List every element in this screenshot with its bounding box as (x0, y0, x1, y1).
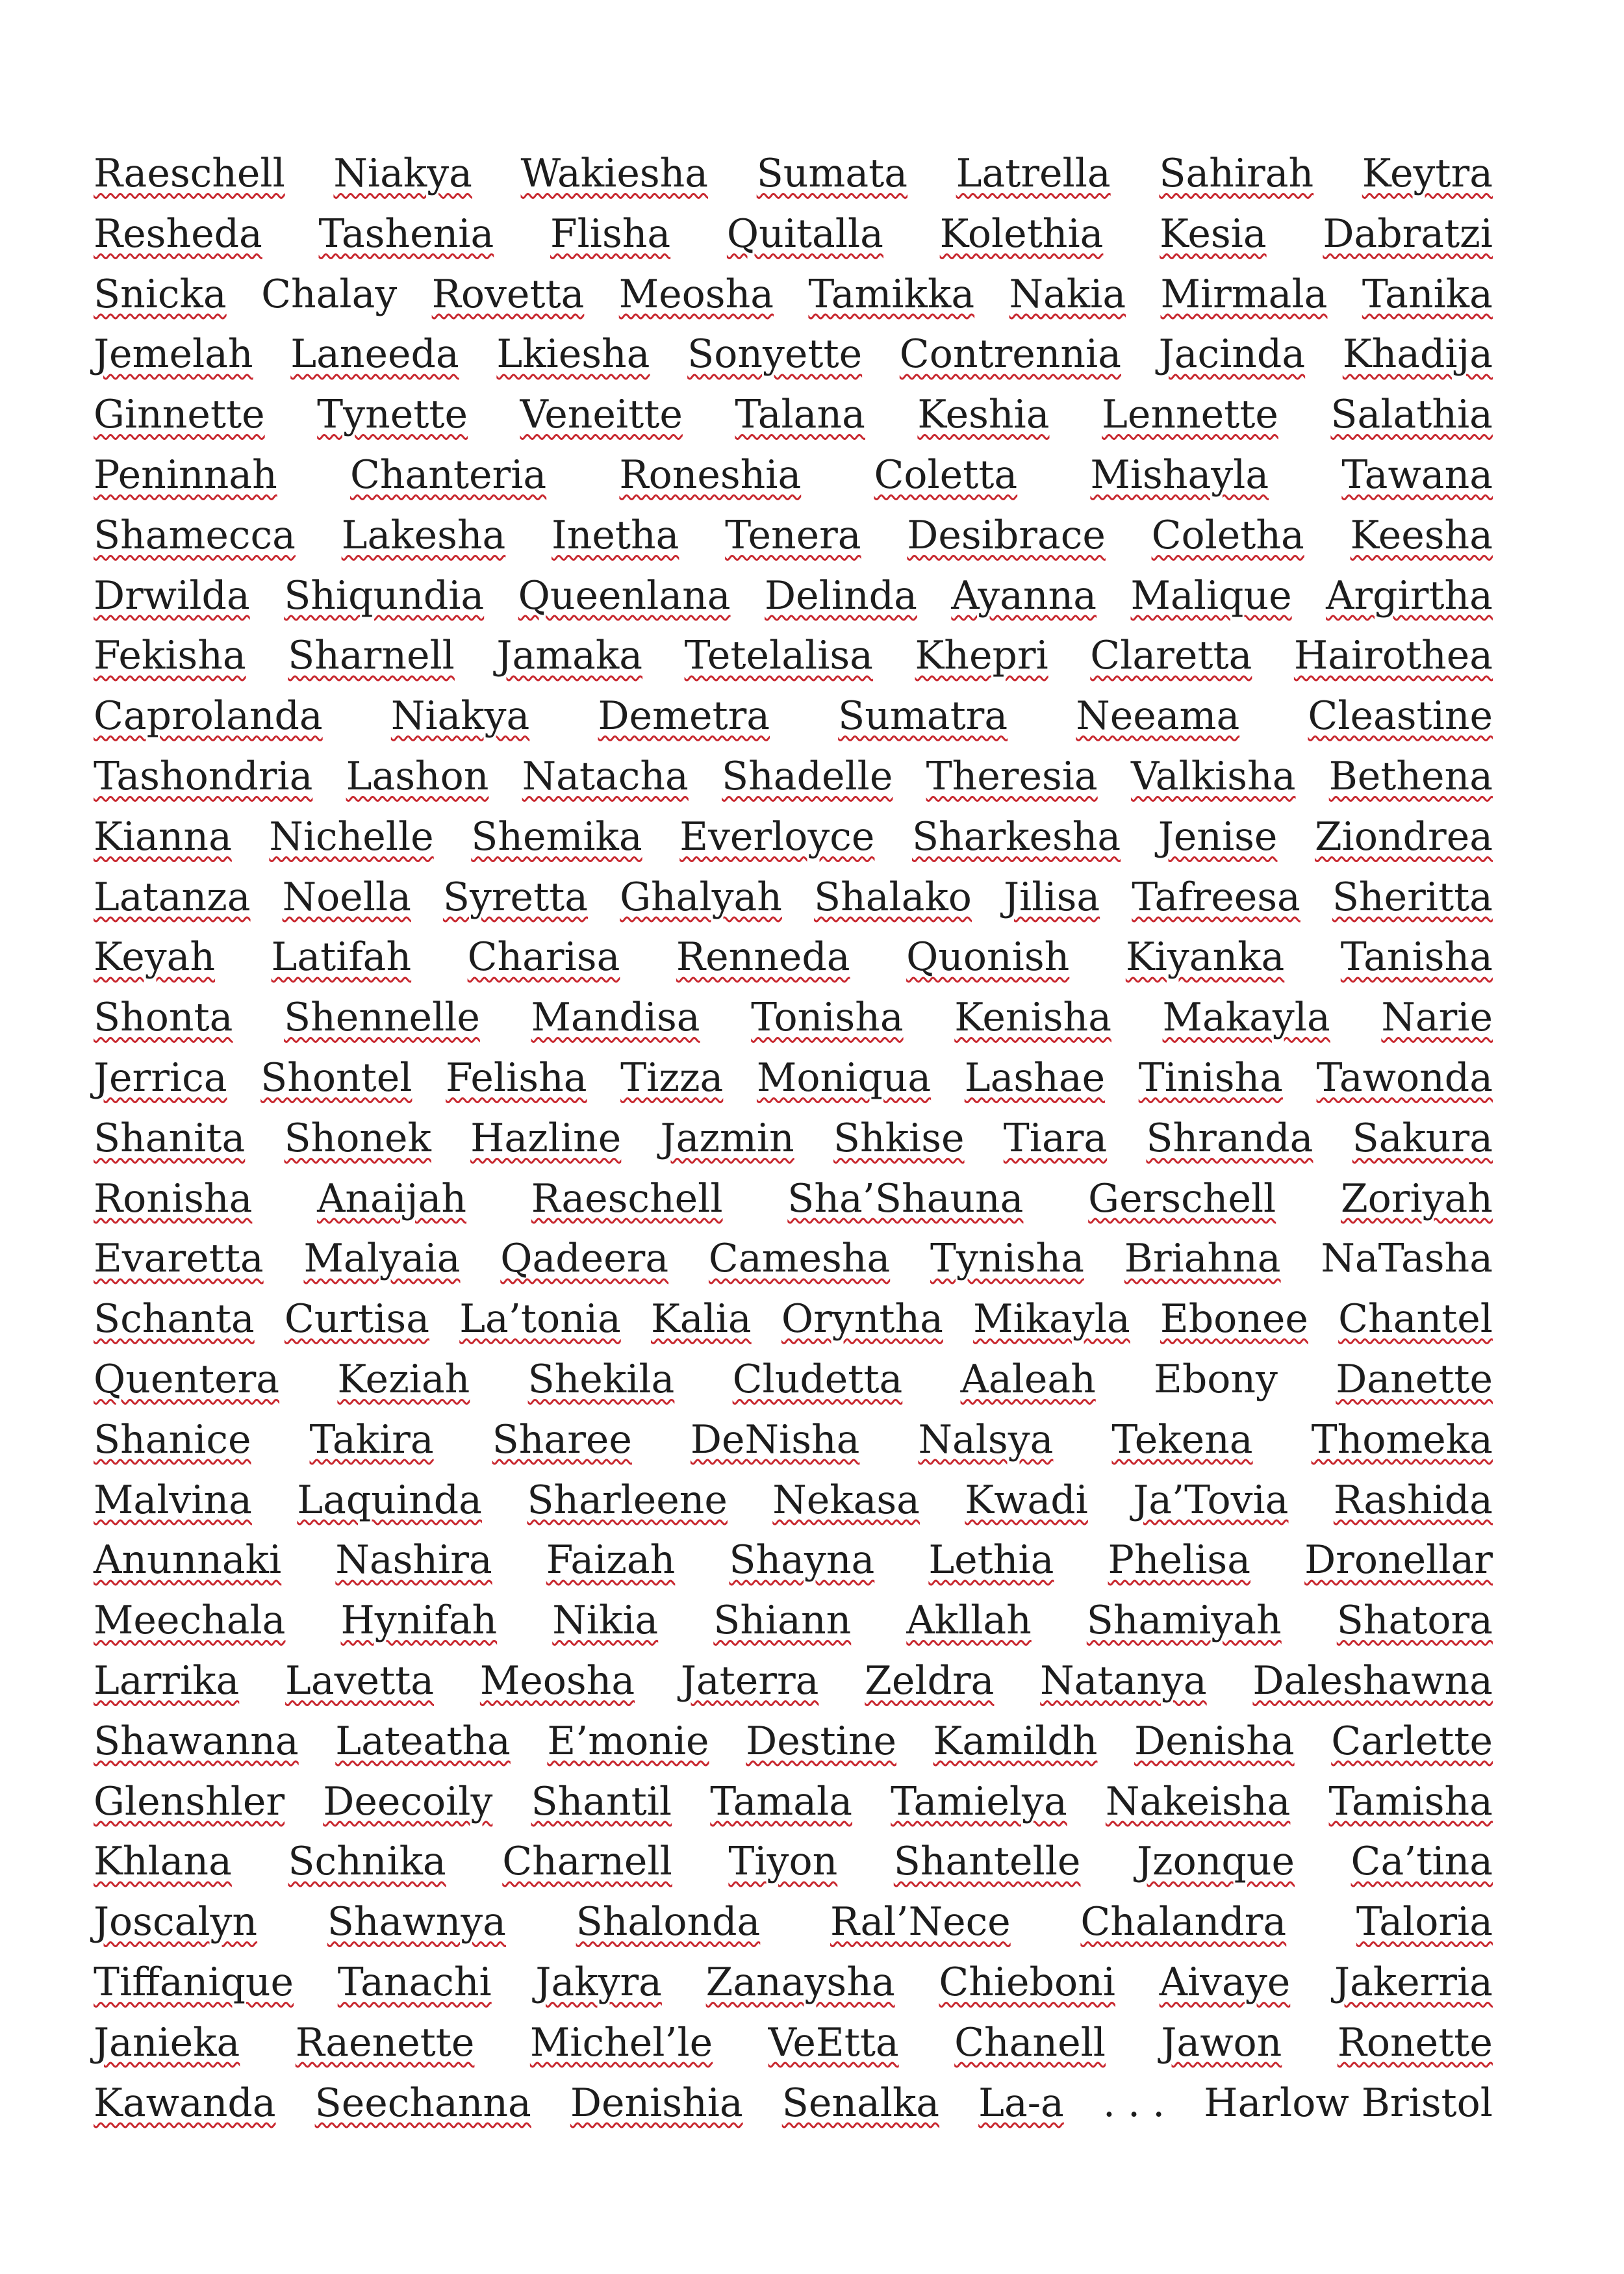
text-line (94, 510, 1493, 570)
misspelled-word: Hairothea (1293, 633, 1493, 679)
misspelled-word: Tinisha (1138, 1054, 1283, 1101)
text-line (94, 148, 1493, 209)
misspelled-word: Shamecca (94, 512, 296, 558)
misspelled-word: Claretta (1090, 633, 1252, 679)
misspelled-word: Coletta (874, 452, 1018, 498)
misspelled-word: Curtisa (284, 1296, 429, 1342)
misspelled-word: Rashida (1333, 1477, 1493, 1523)
misspelled-word: Quitalla (726, 211, 883, 257)
misspelled-word: Kianna (94, 813, 232, 860)
misspelled-word: Inetha (552, 512, 679, 558)
misspelled-word: Michel’le (529, 2019, 713, 2065)
misspelled-word: Chalandra (1080, 1899, 1287, 1945)
misspelled-word: Meosha (479, 1657, 635, 1704)
misspelled-word: Everloyce (679, 813, 875, 860)
text-line (94, 630, 1493, 691)
misspelled-word: Mikayla (973, 1296, 1130, 1342)
misspelled-word: Akllah (906, 1598, 1032, 1644)
misspelled-word: Resheda (94, 211, 262, 257)
misspelled-word: Ghalyah (620, 874, 782, 920)
misspelled-word: Shiqundia (284, 572, 485, 619)
misspelled-word: Daleshawna (1252, 1657, 1493, 1704)
misspelled-word: Zoriyah (1340, 1175, 1493, 1221)
misspelled-word: Joscalyn (94, 1899, 258, 1945)
misspelled-word: Lateatha (335, 1718, 511, 1764)
misspelled-word: Shayna (729, 1537, 875, 1583)
misspelled-word: Lavetta (285, 1657, 435, 1704)
text-line (94, 751, 1493, 811)
word: Harlow Bristol (1204, 2080, 1493, 2126)
misspelled-word: Jilisa (1003, 874, 1100, 920)
misspelled-word: Evaretta (94, 1236, 264, 1282)
misspelled-word: Carlette (1331, 1718, 1493, 1764)
misspelled-word: Sharnell (288, 633, 455, 679)
misspelled-word: Seechanna (314, 2080, 531, 2126)
misspelled-word: Shekila (527, 1356, 675, 1402)
misspelled-word: Mishayla (1090, 452, 1269, 498)
misspelled-word: Tamisha (1328, 1778, 1493, 1824)
misspelled-word: Caprolanda (94, 693, 323, 739)
misspelled-word: Ginnette (94, 392, 265, 438)
text-line (94, 209, 1493, 269)
misspelled-word: Shantelle (893, 1839, 1081, 1885)
misspelled-word: Jerrica (94, 1054, 227, 1101)
text-line (94, 389, 1493, 450)
misspelled-word: Phelisa (1108, 1537, 1250, 1583)
misspelled-word: Tamala (710, 1778, 853, 1824)
misspelled-word: Briahna (1124, 1236, 1281, 1282)
misspelled-word: Chieboni (939, 1959, 1115, 2005)
misspelled-word: Natacha (522, 753, 689, 799)
misspelled-word: Kiyanka (1125, 934, 1285, 980)
misspelled-word: Renneda (676, 934, 850, 980)
text-line (94, 450, 1493, 510)
text-line (94, 811, 1493, 872)
misspelled-word: Anunnaki (94, 1537, 282, 1583)
misspelled-word: Tynette (317, 392, 468, 438)
misspelled-word: Khlana (94, 1839, 232, 1885)
misspelled-word: Quentera (94, 1356, 280, 1402)
misspelled-word: Tanika (1362, 271, 1493, 317)
text-line (94, 1535, 1493, 1595)
misspelled-word: Latanza (94, 874, 251, 920)
misspelled-word: Tashenia (318, 211, 494, 257)
misspelled-word: La-a (978, 2080, 1064, 2126)
misspelled-word: Aaleah (960, 1356, 1096, 1402)
misspelled-word: Lennette (1102, 392, 1278, 438)
misspelled-word: Cludetta (732, 1356, 903, 1402)
misspelled-word: Nashira (335, 1537, 492, 1583)
misspelled-word: Tamikka (808, 271, 975, 317)
misspelled-word: Tiara (1003, 1115, 1108, 1161)
misspelled-word: Quonish (906, 934, 1070, 980)
misspelled-word: Aivaye (1159, 1959, 1291, 2005)
misspelled-word: Laneeda (290, 331, 459, 377)
misspelled-word: Jazmin (660, 1115, 794, 1161)
misspelled-word: Malyaia (303, 1236, 461, 1282)
misspelled-word: Keziah (337, 1356, 470, 1402)
misspelled-word: Theresia (926, 753, 1098, 799)
misspelled-word: Dabratzi (1323, 211, 1493, 257)
misspelled-word: Destine (746, 1718, 896, 1764)
misspelled-word: Queenlana (518, 572, 731, 619)
misspelled-word: Kesia (1160, 211, 1267, 257)
misspelled-word: Tiffanique (94, 1959, 294, 2005)
misspelled-word: Demetra (598, 693, 770, 739)
misspelled-word: Argirtha (1326, 572, 1493, 619)
misspelled-word: Coletha (1151, 512, 1304, 558)
misspelled-word: Tafreesa (1132, 874, 1300, 920)
misspelled-word: Ja’Tovia (1133, 1477, 1289, 1523)
misspelled-word: Tekena (1111, 1416, 1253, 1463)
misspelled-word: Denisha (1134, 1718, 1295, 1764)
misspelled-word: Roneshia (619, 452, 802, 498)
text-line (94, 2017, 1493, 2078)
misspelled-word: Salathia (1330, 392, 1493, 438)
misspelled-word: Delinda (765, 572, 917, 619)
misspelled-word: Sharee (492, 1416, 632, 1463)
misspelled-word: Shonek (284, 1115, 431, 1161)
misspelled-word: Camesha (708, 1236, 891, 1282)
text-line (94, 1716, 1493, 1776)
misspelled-word: Nichelle (269, 813, 434, 860)
misspelled-word: Peninnah (94, 452, 277, 498)
misspelled-word: Ral’Nece (830, 1899, 1011, 1945)
text-line (94, 1897, 1493, 1957)
misspelled-word: Niakya (333, 151, 472, 196)
misspelled-word: Hazline (470, 1115, 622, 1161)
text-line (94, 2078, 1493, 2138)
misspelled-word: Kawanda (94, 2080, 276, 2126)
misspelled-word: DeNisha (690, 1416, 860, 1463)
misspelled-word: Gerschell (1088, 1175, 1276, 1221)
text-line (94, 269, 1493, 329)
misspelled-word: Shanita (94, 1115, 246, 1161)
misspelled-word: Charnell (502, 1839, 672, 1885)
misspelled-word: Meosha (618, 271, 774, 317)
misspelled-word: Bethena (1328, 753, 1493, 799)
misspelled-word: Lashae (964, 1054, 1106, 1101)
misspelled-word: Jawon (1161, 2019, 1282, 2065)
misspelled-word: Cleastine (1308, 693, 1493, 739)
misspelled-word: Contrennia (899, 331, 1122, 377)
misspelled-word: Anaijah (317, 1175, 467, 1221)
text-line (94, 992, 1493, 1053)
text-line (94, 1655, 1493, 1716)
misspelled-word: Rovetta (431, 271, 585, 317)
misspelled-word: Nakeisha (1105, 1778, 1291, 1824)
misspelled-word: Lethia (928, 1537, 1054, 1583)
misspelled-word: Veneitte (520, 392, 683, 438)
misspelled-word: Lakesha (341, 512, 506, 558)
misspelled-word: Jzonque (1136, 1839, 1295, 1885)
misspelled-word: Tanachi (337, 1959, 492, 2005)
misspelled-word: Tetelalisa (684, 633, 873, 679)
misspelled-word: Tamielya (891, 1778, 1067, 1824)
misspelled-word: Shamiyah (1086, 1598, 1282, 1644)
misspelled-word: Khadija (1342, 331, 1493, 377)
misspelled-word: Taloria (1356, 1899, 1493, 1945)
misspelled-word: Shkise (833, 1115, 965, 1161)
misspelled-word: Mirmala (1160, 271, 1328, 317)
misspelled-word: Chantel (1338, 1296, 1493, 1342)
misspelled-word: Deecoily (323, 1778, 493, 1824)
text-line (94, 691, 1493, 751)
misspelled-word: Jaterra (680, 1657, 819, 1704)
misspelled-word: Latrella (956, 151, 1111, 196)
misspelled-word: Kalia (650, 1296, 752, 1342)
misspelled-word: Jemelah (94, 331, 253, 377)
misspelled-word: Nalsya (918, 1416, 1054, 1463)
text-line (94, 1595, 1493, 1655)
misspelled-word: Chanteria (349, 452, 547, 498)
misspelled-word: Natanya (1040, 1657, 1207, 1704)
misspelled-word: Jacinda (1158, 331, 1306, 377)
text-line (94, 570, 1493, 631)
misspelled-word: Keytra (1362, 151, 1493, 196)
misspelled-word: Jakyra (535, 1959, 662, 2005)
misspelled-word: Keshia (917, 392, 1050, 438)
misspelled-word: Kenisha (954, 995, 1111, 1041)
misspelled-word: Senalka (781, 2080, 940, 2126)
misspelled-word: Raeschell (94, 151, 285, 196)
misspelled-word: Tonisha (751, 995, 904, 1041)
misspelled-word: Wakiesha (520, 151, 709, 196)
misspelled-word: Sharleene (527, 1477, 728, 1523)
misspelled-word: Tenera (725, 512, 861, 558)
text-line (94, 1173, 1493, 1234)
misspelled-word: Shatora (1336, 1598, 1493, 1644)
text-line (94, 1354, 1493, 1414)
text-line (94, 1414, 1493, 1475)
misspelled-word: Larrika (94, 1657, 240, 1704)
word: Chalay (261, 271, 398, 317)
misspelled-word: Tiyon (728, 1839, 838, 1885)
misspelled-word: Glenshler (94, 1778, 285, 1824)
misspelled-word: Shemika (471, 813, 642, 860)
misspelled-word: Mandisa (531, 995, 700, 1041)
misspelled-word: Thomeka (1311, 1416, 1493, 1463)
text-line (94, 1233, 1493, 1294)
misspelled-word: Denishia (570, 2080, 743, 2126)
misspelled-word: Ronette (1337, 2019, 1493, 2065)
misspelled-word: Talana (735, 392, 865, 438)
misspelled-word: Faizah (546, 1537, 676, 1583)
word: Ebony (1154, 1356, 1278, 1402)
misspelled-word: Danette (1336, 1356, 1493, 1402)
misspelled-word: Meechala (94, 1598, 286, 1644)
misspelled-word: Sharkesha (911, 813, 1121, 860)
misspelled-word: Syretta (442, 874, 589, 920)
misspelled-word: Sha’Shauna (787, 1175, 1024, 1221)
word: . . . (1102, 2080, 1165, 2126)
text-line (94, 1776, 1493, 1837)
misspelled-word: Ca’tina (1351, 1839, 1493, 1885)
misspelled-word: Shiann (713, 1598, 852, 1644)
misspelled-word: Hynifah (340, 1598, 498, 1644)
misspelled-word: Moniqua (756, 1054, 932, 1101)
text-line (94, 1113, 1493, 1173)
misspelled-word: Ebonee (1160, 1296, 1308, 1342)
misspelled-word: Fekisha (94, 633, 246, 679)
misspelled-word: Zanaysha (705, 1959, 895, 2005)
misspelled-word: Tynisha (930, 1236, 1084, 1282)
misspelled-word: Flisha (550, 211, 671, 257)
misspelled-word: Sakura (1352, 1115, 1493, 1161)
misspelled-word: Zeldra (865, 1657, 995, 1704)
misspelled-word: Shontel (260, 1054, 412, 1101)
misspelled-word: Sonyette (687, 331, 863, 377)
misspelled-word: Kolethia (939, 211, 1104, 257)
text-line (94, 1294, 1493, 1354)
misspelled-word: Sumatra (838, 693, 1008, 739)
misspelled-word: Shonta (94, 995, 233, 1041)
misspelled-word: Keesha (1350, 512, 1493, 558)
misspelled-word: Latifah (271, 934, 412, 980)
misspelled-word: Shalako (813, 874, 972, 920)
misspelled-word: Khepri (915, 633, 1048, 679)
misspelled-word: Kamildh (933, 1718, 1098, 1764)
misspelled-word: Shranda (1146, 1115, 1313, 1161)
misspelled-word: Shawanna (94, 1718, 299, 1764)
misspelled-word: Oryntha (781, 1296, 943, 1342)
misspelled-word: Ayanna (951, 572, 1097, 619)
misspelled-word: Nikia (552, 1598, 659, 1644)
misspelled-word: Drwilda (94, 572, 250, 619)
misspelled-word: Snicka (94, 271, 227, 317)
misspelled-word: Shawnya (327, 1899, 506, 1945)
text-line (94, 1836, 1493, 1897)
misspelled-word: Shanice (94, 1416, 251, 1463)
misspelled-word: Makayla (1162, 995, 1330, 1041)
misspelled-word: Sumata (756, 151, 907, 196)
misspelled-word: Neeama (1076, 693, 1240, 739)
misspelled-word: Sheritta (1332, 874, 1493, 920)
misspelled-word: Tizza (620, 1054, 724, 1101)
misspelled-word: VeEtta (768, 2019, 899, 2065)
misspelled-word: Ziondrea (1314, 813, 1493, 860)
word: NaTasha (1321, 1236, 1493, 1282)
text-line (94, 1957, 1493, 2017)
misspelled-word: Desibrace (907, 512, 1106, 558)
misspelled-word: Charisa (467, 934, 620, 980)
misspelled-word: Sahirah (1159, 151, 1314, 196)
misspelled-word: Raeschell (531, 1175, 723, 1221)
misspelled-word: Keyah (94, 934, 216, 980)
misspelled-word: Lkiesha (496, 331, 650, 377)
text-line (94, 872, 1493, 932)
misspelled-word: Valkisha (1130, 753, 1296, 799)
misspelled-word: Chanell (954, 2019, 1106, 2065)
misspelled-word: Tashondria (94, 753, 313, 799)
misspelled-word: Kwadi (965, 1477, 1088, 1523)
text-line (94, 329, 1493, 389)
misspelled-word: Shalonda (576, 1899, 761, 1945)
misspelled-word: Schnika (288, 1839, 446, 1885)
misspelled-word: Noella (282, 874, 411, 920)
misspelled-word: Janieka (94, 2019, 240, 2065)
misspelled-word: Raenette (295, 2019, 475, 2065)
misspelled-word: Jakerria (1334, 1959, 1493, 2005)
misspelled-word: Niakya (390, 693, 530, 739)
misspelled-word: Dronellar (1304, 1537, 1493, 1583)
text-line (94, 1475, 1493, 1535)
name-list (94, 148, 1493, 2138)
misspelled-word: Nakia (1009, 271, 1126, 317)
misspelled-word: Shennelle (283, 995, 480, 1041)
misspelled-word: Jamaka (496, 633, 643, 679)
misspelled-word: Malvina (94, 1477, 252, 1523)
misspelled-word: Shadelle (722, 753, 893, 799)
misspelled-word: Lashon (346, 753, 489, 799)
text-line (94, 932, 1493, 992)
misspelled-word: Narie (1381, 995, 1493, 1041)
misspelled-word: La’tonia (459, 1296, 621, 1342)
misspelled-word: Schanta (94, 1296, 255, 1342)
misspelled-word: Nekasa (772, 1477, 920, 1523)
misspelled-word: Takira (309, 1416, 434, 1463)
misspelled-word: Jenise (1158, 813, 1278, 860)
misspelled-word: Malique (1130, 572, 1292, 619)
misspelled-word: E’monie (547, 1718, 709, 1764)
text-line (94, 1053, 1493, 1113)
misspelled-word: Ronisha (94, 1175, 253, 1221)
misspelled-word: Felisha (446, 1054, 587, 1101)
misspelled-word: Tawana (1341, 452, 1493, 498)
misspelled-word: Tanisha (1340, 934, 1493, 980)
misspelled-word: Shantil (531, 1778, 672, 1824)
misspelled-word: Tawonda (1316, 1054, 1493, 1101)
misspelled-word: Qadeera (500, 1236, 669, 1282)
misspelled-word: Laquinda (297, 1477, 482, 1523)
